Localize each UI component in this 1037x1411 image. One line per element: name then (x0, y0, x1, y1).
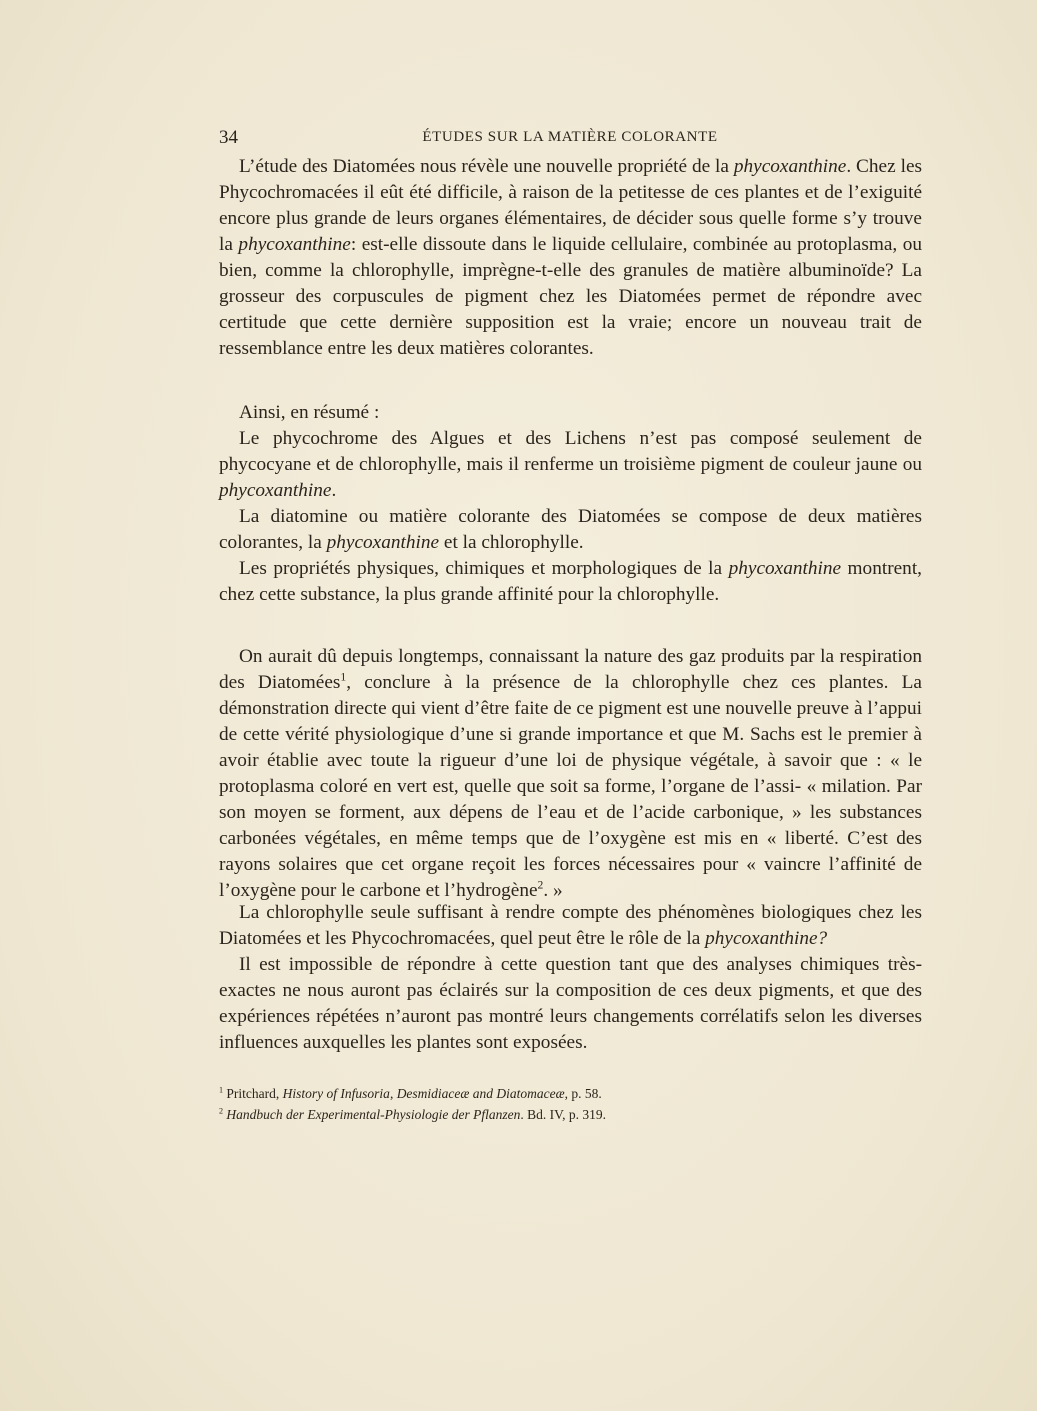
text-run: . (331, 480, 337, 501)
text-run: Pritchard, (226, 1086, 283, 1101)
italic-term: phycoxanthine (733, 156, 847, 177)
footnotes (219, 1083, 919, 1125)
italic-term: phycoxanthine (238, 234, 351, 255)
footnote-2 (219, 1104, 919, 1125)
text-run: On aurait dû depuis longtemps, connaissant la nature des gaz produits par la respiration des Diatomées (219, 646, 922, 693)
text-run: La diatomine ou matière colorante des Diatomées se compose de deux matières colorantes, la (219, 506, 922, 553)
italic-term: phycoxanthine (728, 558, 842, 579)
text-run: , (389, 1086, 397, 1101)
text-run: , conclure à la présence de la chlorophylle chez ces plantes. La démonstration directe qui vient d’être faite de ce pigment est une nouvelle preuve à l’appui de cette vérité physiologique d’une si grande importance et que M. Sachs est le premier à avoir établie avec toute la rigueur d’une loi de physique végétale, à savoir que : « le protoplasma coloré en vert est, quelle que soit sa forme, l’organe de l’assi- « milation. Par son moyen se forment, aux dépens de l’eau et de l’acide carbonique, » les substances carbonées végétales, en même temps que de l’oxygène est mis en « liberté. C’est des rayons solaires que cet organe reçoit les forces nécessaires pour « vaincre l’affinité de l’oxygène pour le carbone et l’hydrogène (219, 672, 922, 901)
text-run: . Bd. IV, p. 319. (520, 1107, 606, 1122)
text-run: . Chez les Phycochromacées il eût été difficile, à raison de la petitesse de ces plantes et de l’exiguité encore plus grande de leurs organes élémentaires, de décider sous quelle forme s’y trouve la (219, 156, 923, 255)
footnote-1 (219, 1083, 919, 1104)
paragraph-3 (219, 426, 922, 504)
running-title: ÉTUDES SUR LA MATIÈRE COLORANTE (422, 129, 718, 145)
text-run: Les propriétés physiques, chimiques et morphologiques de la (239, 558, 729, 579)
text-run: Le phycochrome des Algues et des Lichens n’est pas composé seulement de phycocyane et de chlorophylle, mais il renferme un troisième pigment de couleur jaune ou (219, 428, 922, 475)
page-header (219, 127, 921, 149)
text-run: L’étude des Diatomées nous révèle une nouvelle propriété de la (239, 156, 734, 177)
text-run: La chlorophylle seule suffisant à rendre compte des phénomènes biologiques chez les Diatomées et les Phycochromacées, quel peut être le rôle de la (219, 902, 922, 949)
paragraph-4 (219, 504, 922, 556)
italic-title: Handbuch der Experimental-Physiologie der Pflanzen (226, 1107, 521, 1122)
paragraph-8: Il est impossible de répondre à cette question tant que des analyses chimiques très-exactes ne nous auront pas éclairés sur la composition de ces deux pigments, et que des expériences répétées n’auront pas montré leurs changements corrélatifs selon les diverses influences auxquelles les plantes sont exposées. (219, 954, 922, 1053)
italic-term: phycoxanthine? (705, 928, 828, 949)
paragraph-7 (219, 900, 922, 952)
italic-term: phycoxanthine (219, 480, 332, 501)
footnote-mark: 2 (219, 1106, 224, 1116)
paragraph-5 (219, 556, 922, 608)
italic-title: History of Infusoria (282, 1086, 390, 1101)
text-run: : est-elle dissoute dans le liquide cellulaire, combinée au protoplasma, ou bien, comme la chlorophylle, imprègne-t-elle des granules de matière albuminoïde? La grosseur des corpuscules de pigment chez les Diatomées permet de répondre avec certitude que cette dernière supposition est la vraie; encore un nouveau trait de ressemblance entre les deux matières colorantes. (219, 234, 922, 359)
footnote-mark: 1 (219, 1085, 224, 1095)
text-run: et la chlorophylle. (439, 532, 584, 553)
italic-term: phycoxanthine (326, 532, 440, 553)
text-run: montrent, chez cette substance, la plus grande affinité pour la chlorophylle. (219, 558, 922, 605)
paragraph-2: Ainsi, en résumé : (239, 402, 380, 423)
text-run: . » (543, 880, 563, 901)
footnote-ref-1: 1 (340, 670, 347, 684)
paragraph-1 (219, 154, 922, 362)
text-run: , p. 58. (564, 1086, 602, 1101)
italic-title: Desmidiaceæ and Diatomaceæ (396, 1086, 565, 1101)
page-number: 34 (219, 127, 238, 148)
paragraph-6 (219, 644, 922, 904)
footnote-ref-2: 2 (537, 878, 544, 892)
